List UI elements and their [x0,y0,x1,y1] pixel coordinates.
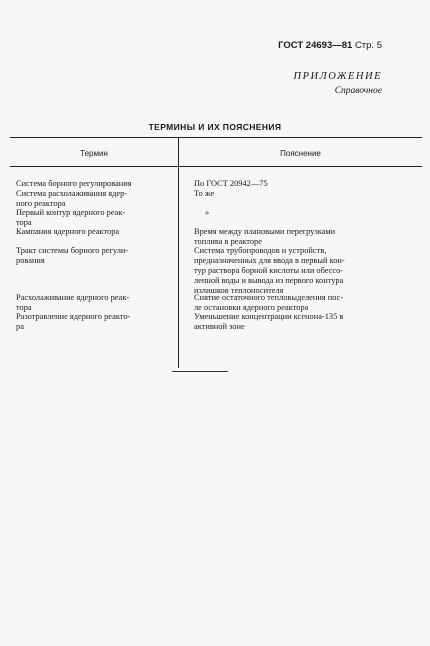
explanation-cell: Время между плановыми перегрузками топлива в реакторе [194,227,336,246]
appendix-subtitle: Справочное [334,86,382,96]
explanation-cell: Снятие остаточного тепловыделения пос- ле остановки ядерного реактора [194,293,344,312]
page-number: Стр. 5 [354,40,382,51]
section-title: ТЕРМИНЫ И ИХ ПОЯСНЕНИЯ [148,122,282,132]
table-header-rule [10,166,422,167]
term-cell: Кампания ядерного реактора [16,227,120,236]
explanation-cell: » [205,208,210,217]
term-cell: Первый контур ядерного реак- тора [16,208,126,227]
explanation-cell: По ГОСТ 20942—75 [194,179,268,188]
explanation-cell: Система трубопроводов и устройств, предназначенных для ввода в первый кон- тур раствора борной кислоты или обессо- ленной воды и вывода из первого контура излишков теплоносителя [194,246,345,295]
table-column-divider [178,137,179,368]
appendix-title: ПРИЛОЖЕНИЕ [293,71,382,82]
term-cell: Расхолаживание ядерного реак- тора [16,293,130,312]
page-header [278,40,382,51]
standard-number: ГОСТ 24693—81 [278,40,353,51]
table-top-rule [10,137,422,138]
column-header-explanation: Пояснение [280,149,321,158]
end-rule [172,371,228,372]
explanation-cell: Уменьшение концентрации ксенона-135 в активной зоне [194,312,344,331]
term-cell: Система расхолаживания ядер- ного реактора [16,189,128,208]
term-cell: Система борного регулирования [16,179,132,188]
explanation-cell: То же [194,189,215,198]
column-header-term: Термин [80,149,108,158]
appendix-label [294,70,383,98]
term-cell: Тракт системы борного регули- рования [16,246,129,265]
term-cell: Разотравление ядерного реакто- ра [16,312,131,331]
